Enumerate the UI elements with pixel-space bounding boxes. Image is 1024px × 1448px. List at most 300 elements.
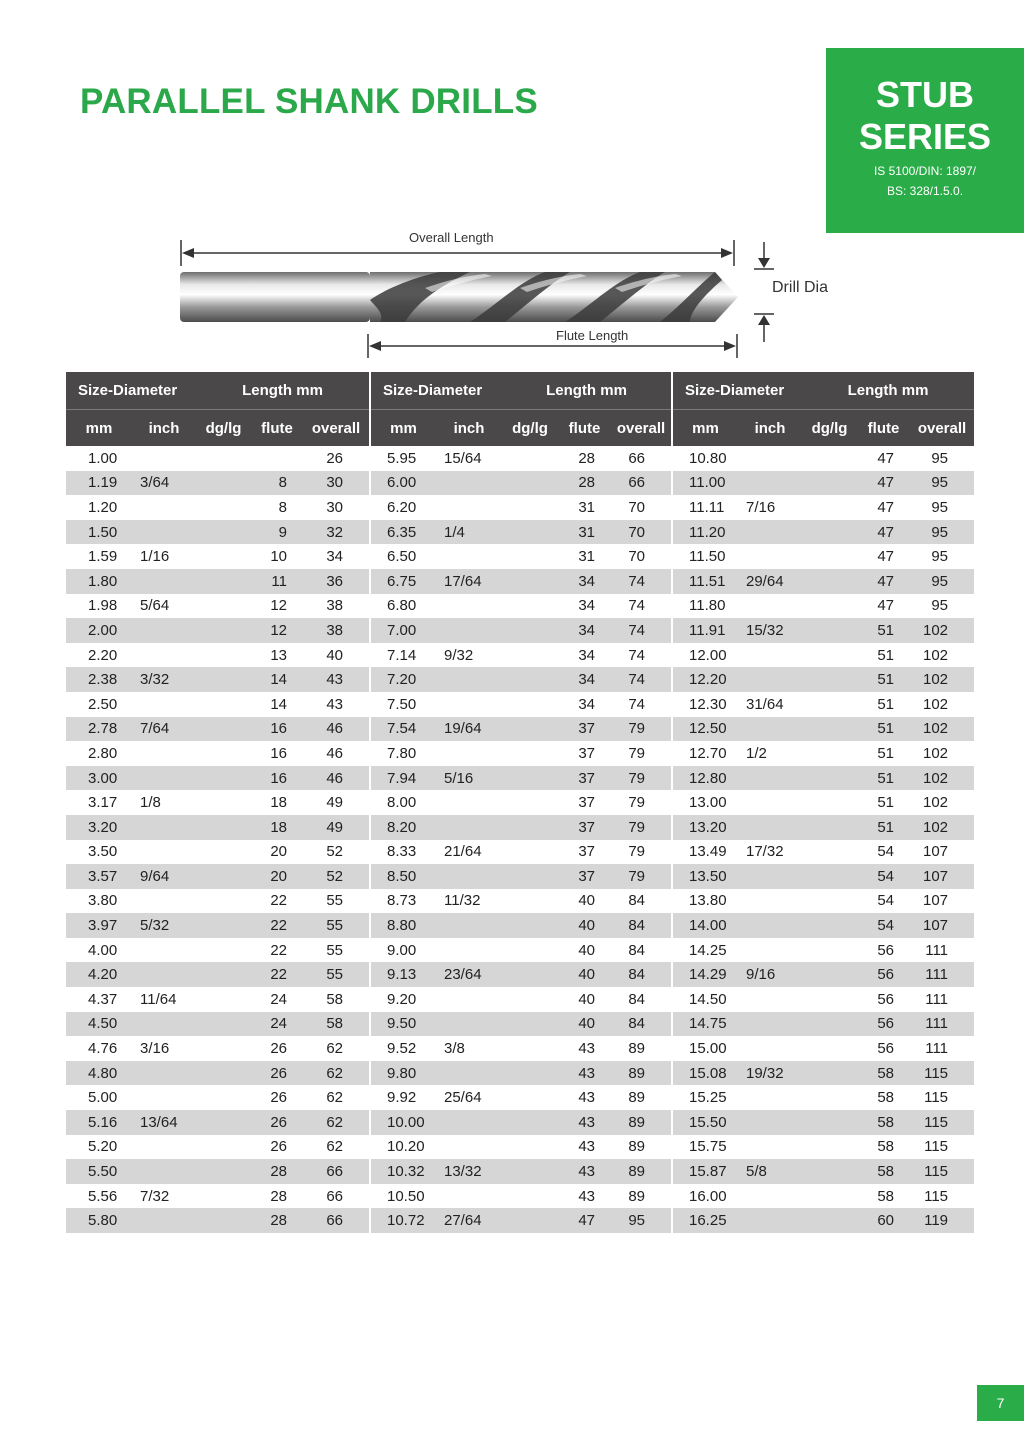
cell-overall: 70 [628,498,645,516]
cell-overall: 46 [303,717,370,742]
cell-flute: 20 [270,843,287,861]
cell-inch: 7/64 [132,717,196,742]
cell-overall: 115 [924,1089,949,1107]
cell-dg-lg [802,520,857,545]
cell-overall: 49 [326,794,343,812]
cell-dg-lg [502,1061,558,1086]
cell-flute: 26 [270,1040,287,1058]
cell-inch [738,1135,802,1160]
cell-inch [738,471,802,496]
cell-overall: 102 [923,695,949,713]
cell-flute: 18 [270,794,287,812]
table-row [66,913,974,938]
cell-inch [436,1184,502,1209]
cell-inch: 21/64 [444,843,482,861]
cell-dg-lg [502,987,558,1012]
cell-inch [132,446,196,471]
cell-overall: 66 [628,449,645,467]
cell-flute: 56 [857,962,910,987]
cell-overall: 34 [326,548,343,566]
cell-overall: 79 [628,843,645,861]
table-row [66,1159,974,1184]
flute-length-label: Flute Length [556,328,629,343]
cell-flute: 22 [251,962,303,987]
cell-mm: 5.56 [88,1187,118,1205]
cell-inch [436,741,502,766]
series-badge [826,48,1024,233]
cell-mm: 15.00 [672,1036,738,1061]
cell-flute: 34 [578,597,595,615]
cell-dg-lg [802,446,857,471]
cell-inch [132,1085,196,1110]
cell-dg-lg [196,1036,251,1061]
cell-mm: 11.51 [672,569,738,594]
cell-mm: 3.50 [88,843,118,861]
cell-dg-lg [802,815,857,840]
cell-dg-lg [196,1085,251,1110]
cell-inch: 29/64 [738,569,802,594]
cell-mm: 8.00 [370,790,436,815]
cell-inch [132,741,196,766]
overall-length-label: Overall Length [409,230,494,245]
cell-mm: 5.95 [370,446,436,471]
cell-overall: 89 [611,1159,672,1184]
cell-mm: 3.57 [66,864,132,889]
cell-dg-lg [802,1012,857,1037]
cell-mm: 14.29 [672,962,738,987]
cell-overall: 95 [931,597,949,615]
cell-flute: 43 [558,1159,611,1184]
col-header-inch: inch [436,410,502,447]
cell-mm: 4.37 [88,990,118,1008]
cell-overall: 30 [303,471,370,496]
cell-flute: 54 [877,892,894,910]
cell-mm: 2.50 [88,695,118,713]
cell-overall: 84 [628,892,645,910]
cell-dg-lg [196,1208,251,1233]
cell-mm: 4.20 [66,962,132,987]
cell-flute: 14 [270,695,287,713]
table-row [66,618,974,643]
cell-dg-lg [196,913,251,938]
cell-inch [436,471,502,496]
cell-flute: 40 [558,913,611,938]
cell-dg-lg [502,692,558,717]
col-header-dg-lg: dg/lg [502,410,558,447]
cell-overall: 49 [303,815,370,840]
cell-overall: 107 [923,843,949,861]
drill-size-table [66,372,974,1233]
cell-overall: 26 [326,449,343,467]
cell-dg-lg [196,962,251,987]
drill-illustration [170,226,850,362]
cell-inch [738,594,802,619]
cell-overall: 115 [910,1061,974,1086]
col-header-overall: overall [303,410,370,447]
cell-mm: 7.50 [370,692,436,717]
table-row [66,667,974,692]
cell-dg-lg [502,618,558,643]
cell-flute: 26 [251,1061,303,1086]
cell-inch: 9/64 [132,864,196,889]
cell-mm: 2.00 [66,618,132,643]
series-line-1: STUB [876,74,974,115]
cell-inch [738,1012,802,1037]
cell-overall: 84 [628,941,645,959]
cell-overall: 79 [628,794,645,812]
cell-mm: 1.20 [88,498,118,516]
cell-flute: 26 [270,1089,287,1107]
cell-flute: 18 [251,815,303,840]
cell-overall: 107 [910,864,974,889]
cell-flute: 58 [857,1061,910,1086]
cell-mm: 10.20 [370,1135,436,1160]
cell-dg-lg [802,1208,857,1233]
cell-inch [436,987,502,1012]
cell-dg-lg [196,1110,251,1135]
cell-dg-lg [502,594,558,619]
cell-overall: 38 [303,618,370,643]
cell-inch [132,1135,196,1160]
cell-dg-lg [502,864,558,889]
group-header-length-mm: Length mm [196,372,370,410]
cell-flute: 54 [857,864,910,889]
table-row [66,766,974,791]
cell-dg-lg [802,1110,857,1135]
cell-inch [738,766,802,791]
cell-mm: 7.80 [370,741,436,766]
cell-mm: 7.20 [370,667,436,692]
cell-flute: 51 [877,744,894,762]
cell-overall: 74 [611,618,672,643]
cell-mm: 6.35 [370,520,436,545]
table-row [66,544,974,569]
table-row [66,1110,974,1135]
cell-mm: 9.13 [370,962,436,987]
cell-inch [436,1135,502,1160]
cell-mm: 3.80 [88,892,118,910]
cell-dg-lg [196,544,251,569]
cell-flute: 24 [270,990,287,1008]
col-header-flute: flute [558,410,611,447]
cell-inch [132,962,196,987]
cell-mm: 11.20 [672,520,738,545]
cell-dg-lg [802,1036,857,1061]
cell-flute: 40 [558,1012,611,1037]
cell-flute: 37 [578,794,595,812]
cell-overall: 111 [910,962,974,987]
cell-overall: 89 [628,1040,645,1058]
group-header-size-diameter: Size-Diameter [370,372,502,410]
table-row [66,790,974,815]
cell-flute: 60 [857,1208,910,1233]
cell-mm: 16.00 [672,1184,738,1209]
cell-inch [132,569,196,594]
cell-flute: 43 [558,1110,611,1135]
cell-flute: 20 [251,864,303,889]
cell-mm: 9.00 [370,938,436,963]
cell-mm: 9.52 [370,1036,436,1061]
cell-flute: 8 [278,498,287,516]
page-title: PARALLEL SHANK DRILLS [80,82,538,121]
cell-overall: 70 [611,520,672,545]
cell-dg-lg [196,446,251,471]
cell-overall: 115 [924,1138,949,1156]
cell-inch [436,618,502,643]
cell-mm: 9.92 [370,1085,436,1110]
cell-flute: 47 [857,569,910,594]
cell-mm: 8.20 [370,815,436,840]
cell-mm: 8.33 [370,840,436,865]
cell-flute: 10 [270,548,287,566]
cell-dg-lg [502,520,558,545]
cell-overall: 84 [611,1012,672,1037]
cell-inch [738,815,802,840]
table-row [66,569,974,594]
table-row [66,741,974,766]
cell-inch [132,618,196,643]
cell-dg-lg [196,840,251,865]
cell-mm: 13.49 [672,840,738,865]
cell-flute: 12 [251,618,303,643]
col-header-dg-lg: dg/lg [196,410,251,447]
cell-overall: 102 [910,766,974,791]
cell-inch [436,864,502,889]
cell-flute: 31 [578,498,595,516]
cell-flute: 58 [857,1159,910,1184]
cell-inch [132,495,196,520]
cell-mm: 8.50 [370,864,436,889]
cell-mm: 3.17 [88,794,118,812]
table-row [66,471,974,496]
cell-flute: 31 [578,548,595,566]
cell-flute: 56 [877,990,894,1008]
cell-overall: 79 [611,864,672,889]
cell-flute: 43 [578,1040,595,1058]
cell-dg-lg [502,962,558,987]
cell-mm: 4.80 [66,1061,132,1086]
cell-inch [738,544,802,569]
cell-dg-lg [196,1061,251,1086]
cell-inch [436,495,502,520]
cell-overall: 107 [923,892,949,910]
cell-dg-lg [502,766,558,791]
cell-mm: 7.94 [370,766,436,791]
col-header-mm: mm [66,410,132,447]
cell-overall: 79 [611,815,672,840]
cell-flute: 47 [558,1208,611,1233]
cell-overall: 102 [910,717,974,742]
cell-mm: 15.50 [672,1110,738,1135]
cell-flute: 26 [270,1138,287,1156]
cell-mm: 14.50 [672,987,738,1012]
cell-mm: 5.50 [66,1159,132,1184]
cell-dg-lg [502,1208,558,1233]
table-row [66,815,974,840]
cell-flute: 28 [251,1208,303,1233]
cell-inch [132,840,196,865]
cell-dg-lg [502,913,558,938]
cell-flute: 28 [270,1187,287,1205]
cell-dg-lg [502,815,558,840]
table-body [66,446,974,1233]
cell-inch: 5/16 [436,766,502,791]
cell-dg-lg [802,864,857,889]
cell-mm: 8.73 [370,889,436,914]
col-header-overall: overall [910,410,974,447]
cell-overall: 89 [628,1089,645,1107]
cell-dg-lg [802,544,857,569]
cell-mm: 14.25 [672,938,738,963]
cell-inch [436,815,502,840]
cell-mm: 10.80 [672,446,738,471]
drill-diagram [170,226,850,362]
col-header-inch: inch [132,410,196,447]
table-row [66,643,974,668]
cell-dg-lg [802,594,857,619]
cell-overall: 43 [303,667,370,692]
cell-dg-lg [802,1184,857,1209]
cell-overall: 102 [923,744,949,762]
cell-dg-lg [196,471,251,496]
cell-dg-lg [802,790,857,815]
cell-flute: 56 [877,941,894,959]
cell-mm: 4.50 [66,1012,132,1037]
cell-dg-lg [502,741,558,766]
cell-inch [436,594,502,619]
cell-flute: 9 [251,520,303,545]
cell-flute: 8 [251,471,303,496]
cell-dg-lg [802,913,857,938]
cell-mm: 10.00 [370,1110,436,1135]
cell-flute: 47 [857,520,910,545]
cell-inch [436,913,502,938]
cell-flute: 58 [877,1138,894,1156]
cell-dg-lg [502,569,558,594]
cell-inch: 15/64 [444,449,482,467]
cell-flute: 26 [251,1110,303,1135]
cell-overall: 102 [910,618,974,643]
cell-overall: 36 [303,569,370,594]
cell-inch: 3/32 [132,667,196,692]
cell-inch: 3/64 [132,471,196,496]
cell-mm: 6.50 [370,544,436,569]
cell-overall: 95 [910,569,974,594]
cell-dg-lg [802,1085,857,1110]
cell-mm: 11.91 [672,618,738,643]
cell-inch [132,889,196,914]
cell-mm: 1.80 [66,569,132,594]
cell-dg-lg [196,1135,251,1160]
table-row [66,840,974,865]
cell-inch [132,643,196,668]
cell-inch [132,938,196,963]
cell-dg-lg [196,1184,251,1209]
cell-inch: 27/64 [436,1208,502,1233]
cell-mm: 2.80 [88,744,118,762]
cell-mm: 12.50 [672,717,738,742]
cell-overall: 111 [910,1012,974,1037]
cell-overall: 58 [303,1012,370,1037]
cell-overall: 66 [326,1187,343,1205]
cell-inch: 5/8 [738,1159,802,1184]
cell-dg-lg [502,471,558,496]
cell-dg-lg [502,938,558,963]
cell-overall: 95 [910,471,974,496]
col-header-overall: overall [611,410,672,447]
page-number: 7 [977,1385,1024,1421]
cell-dg-lg [196,643,251,668]
cell-inch [738,1036,802,1061]
drill-dia-label: Drill Dia [772,279,828,296]
cell-mm: 5.16 [66,1110,132,1135]
col-header-mm: mm [672,410,738,447]
cell-inch [132,815,196,840]
cell-mm: 1.00 [88,449,118,467]
cell-flute: 40 [558,962,611,987]
cell-overall: 79 [628,744,645,762]
cell-inch [738,446,802,471]
cell-overall: 74 [628,597,645,615]
cell-flute: 24 [251,1012,303,1037]
cell-overall: 84 [611,913,672,938]
cell-mm: 12.20 [672,667,738,692]
cell-inch [738,717,802,742]
cell-overall: 89 [628,1138,645,1156]
table-row [66,864,974,889]
cell-flute: 56 [857,1012,910,1037]
cell-flute: 47 [877,449,894,467]
cell-dg-lg [802,618,857,643]
cell-mm: 13.50 [672,864,738,889]
cell-dg-lg [802,889,857,914]
cell-dg-lg [502,643,558,668]
cell-dg-lg [502,446,558,471]
cell-flute: 47 [877,597,894,615]
cell-inch [132,1061,196,1086]
cell-inch [738,987,802,1012]
cell-inch: 15/32 [738,618,802,643]
cell-mm: 5.80 [66,1208,132,1233]
cell-dg-lg [802,938,857,963]
cell-dg-lg [196,1159,251,1184]
cell-overall: 89 [628,1187,645,1205]
group-header-length-mm: Length mm [502,372,672,410]
cell-dg-lg [502,889,558,914]
cell-dg-lg [502,1110,558,1135]
cell-overall: 66 [303,1208,370,1233]
cell-overall: 102 [910,667,974,692]
cell-dg-lg [502,495,558,520]
cell-overall: 52 [326,843,343,861]
cell-inch: 17/32 [746,843,784,861]
cell-overall: 38 [326,597,343,615]
cell-flute [251,446,303,471]
cell-inch: 13/32 [436,1159,502,1184]
cell-overall: 52 [303,864,370,889]
cell-inch: 11/32 [444,892,481,910]
table-row [66,1135,974,1160]
cell-overall: 102 [923,794,949,812]
cell-dg-lg [196,495,251,520]
cell-overall: 62 [303,1061,370,1086]
cell-inch: 3/16 [140,1040,170,1058]
cell-flute: 47 [877,498,894,516]
cell-dg-lg [196,938,251,963]
cell-overall: 55 [303,913,370,938]
cell-mm: 16.25 [672,1208,738,1233]
table-row [66,889,974,914]
